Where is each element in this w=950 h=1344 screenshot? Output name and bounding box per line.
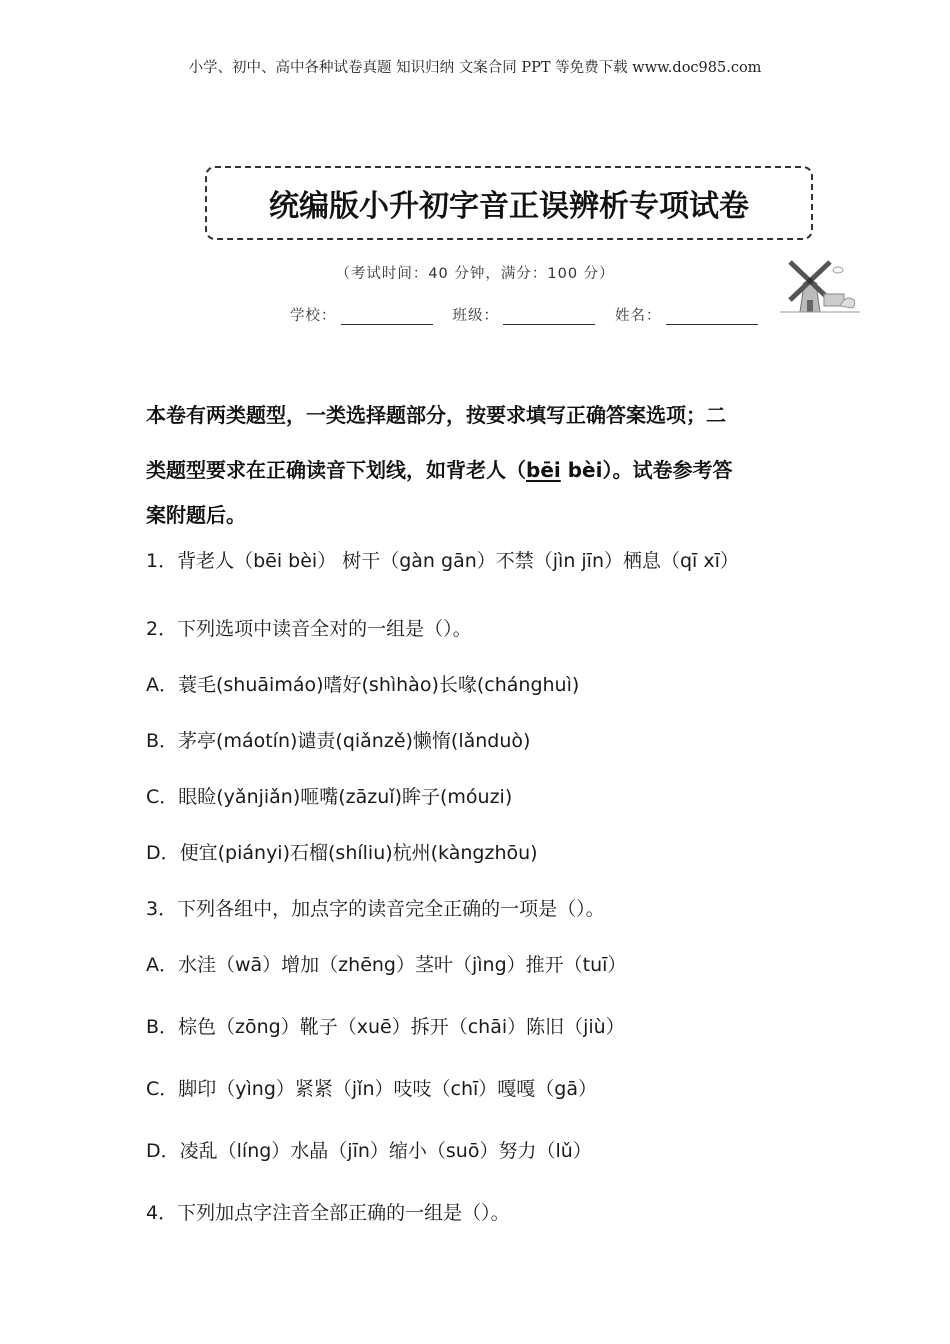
school-blank[interactable] — [341, 308, 433, 325]
class-blank[interactable] — [503, 308, 595, 325]
q1-text: 背老人（bēi bèi） 树干（gàn gān）不禁（jìn jīn）栖息（qī xī） — [177, 550, 739, 572]
intro-line-2 — [146, 443, 806, 498]
question-4-stem: 4．下列加点字注音全部正确的一组是（）。 — [146, 1202, 510, 1224]
q2-option-d[interactable]: D．便宜(piányi)石榴(shíliu)杭州(kàngzhōu) — [146, 842, 538, 864]
q2-option-c[interactable]: C．眼睑(yǎnjiǎn)咂嘴(zāzuǐ)眸子(móuzi) — [146, 786, 513, 808]
intro-line-1: 本卷有两类题型，一类选择题部分，按要求填写正确答案选项；二 — [146, 403, 726, 427]
name-label: 姓名： — [615, 308, 662, 324]
q3-option-c[interactable]: C．脚印（yìng）紧紧（jǐn）吱吱（chī）嘎嘎（gā） — [146, 1078, 597, 1100]
intro-line-2a: 类题型要求在正确读音下划线，如背老人（ — [146, 458, 526, 482]
name-blank[interactable] — [666, 308, 758, 325]
intro-line-2b: bèi）。试卷参考答 — [560, 458, 733, 482]
page-header: 小学、初中、高中各种试卷真题 知识归纳 文案合同 PPT 等免费下载 www.doc985.com — [188, 60, 762, 76]
intro-line-3: 案附题后。 — [146, 503, 246, 527]
q2-option-a[interactable]: A．蓑毛(shuāimáo)嗜好(shìhào)长喙(chánghuì) — [146, 674, 580, 696]
q3-option-a[interactable]: A．水洼（wā）增加（zhēng）茎叶（jìng）推开（tuī） — [146, 954, 627, 976]
question-1 — [146, 546, 739, 573]
page-title: 统编版小升初字音正误辨析专项试卷 — [269, 189, 749, 224]
class-field — [453, 304, 596, 325]
class-label: 班级： — [452, 308, 499, 324]
windmill-icon — [780, 250, 860, 316]
instructions — [146, 388, 806, 532]
question-2-stem: 2．下列选项中读音全对的一组是（）。 — [146, 618, 472, 640]
title-box — [205, 166, 813, 240]
q2-option-b[interactable]: B．茅亭(máotín)谴责(qiǎnzě)懒惰(lǎnduò) — [146, 730, 531, 752]
student-fields — [290, 304, 758, 325]
name-field — [615, 304, 758, 325]
q3-option-b[interactable]: B．棕色（zōng）靴子（xuē）拆开（chāi）陈旧（jiù） — [146, 1016, 625, 1038]
q3-option-d[interactable]: D．凌乱（líng）水晶（jīn）缩小（suō）努力（lǔ） — [146, 1140, 592, 1162]
school-field — [290, 304, 433, 325]
exam-meta: （考试时间：40 分钟，满分：100 分） — [335, 266, 615, 282]
question-3-stem: 3．下列各组中，加点字的读音完全正确的一项是（）。 — [146, 898, 605, 920]
q1-number: 1． — [146, 550, 178, 572]
intro-underlined-example: bēi — [526, 458, 561, 482]
school-label: 学校： — [290, 308, 337, 324]
